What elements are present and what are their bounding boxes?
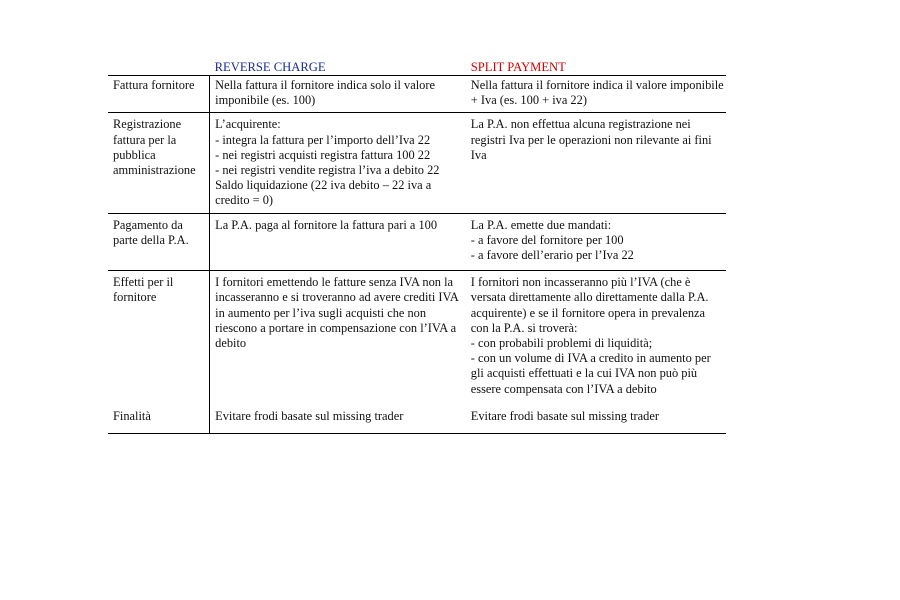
cell-reverse-charge-fattura <box>210 76 466 113</box>
header-reverse-charge: REVERSE CHARGE <box>214 60 326 74</box>
cell-split-payment-effetti <box>466 271 726 409</box>
cell-line: Nella fattura il fornitore indica solo il valore imponibile (es. 100) <box>215 78 435 108</box>
comparison-table <box>108 60 726 434</box>
cell-reverse-charge-pagamento <box>210 213 466 271</box>
cell-line: I fornitori emettendo le fatture senza IVA non la incasseranno e si troveranno ad avere crediti IVA in aumento per l’iva sugli acquisti che non riescono a portare in compensazione con l’IVA a debito <box>215 275 459 351</box>
table-row <box>108 76 726 113</box>
cell-line: La P.A. paga al fornitore la fattura pari a 100 <box>215 217 438 232</box>
cell-split-payment-finalita <box>466 409 726 434</box>
table-row <box>108 271 726 409</box>
cell-line: - integra la fattura per l’importo dell’Iva 22 <box>215 132 431 147</box>
table-row <box>108 409 726 434</box>
cell-split-payment-fattura <box>466 76 726 113</box>
header-empty-cell <box>108 60 210 76</box>
cell-line: I fornitori non incasseranno più l’IVA (che è versata direttamente allo direttamente dalla P.A. acquirente) e se il fornitore opera in prevalenza con la P.A. si troverà: <box>470 275 709 335</box>
table-row <box>108 113 726 213</box>
cell-line: - con probabili problemi di liquidità; <box>470 336 653 351</box>
cell-line: La P.A. non effettua alcuna registrazione nei registri Iva per le operazioni non rilevante ai fini Iva <box>470 117 712 162</box>
cell-split-payment-registrazione <box>466 113 726 213</box>
cell-line: - con un volume di IVA a credito in aumento per gli acquisti effettuati e la cui IVA non può più essere compensata con l’IVA a debito <box>470 351 711 396</box>
cell-line: - a favore dell’erario per l’Iva 22 <box>470 248 634 263</box>
cell-line: Evitare frodi basate sul missing trader <box>215 408 404 423</box>
row-label-registrazione: Registrazione fattura per la pubblica amministrazione <box>108 113 210 213</box>
cell-reverse-charge-effetti <box>210 271 466 409</box>
cell-line: Evitare frodi basate sul missing trader <box>470 408 659 423</box>
cell-line: - nei registri acquisti registra fattura 100 22 <box>215 147 431 162</box>
table-row <box>108 213 726 271</box>
table-header-row <box>108 60 726 76</box>
cell-line: - a favore del fornitore per 100 <box>470 232 624 247</box>
row-label-finalita: Finalità <box>108 409 210 434</box>
header-split-payment: SPLIT PAYMENT <box>470 60 566 74</box>
row-label-fattura-fornitore: Fattura fornitore <box>108 76 210 113</box>
cell-line: Saldo liquidazione (22 iva debito – 22 iva a credito = 0) <box>215 178 432 208</box>
cell-reverse-charge-finalita <box>210 409 466 434</box>
row-label-pagamento: Pagamento da parte della P.A. <box>108 213 210 271</box>
cell-line: Nella fattura il fornitore indica il valore imponibile + Iva (es. 100 + iva 22) <box>470 78 724 108</box>
row-label-effetti: Effetti per il fornitore <box>113 275 174 305</box>
cell-reverse-charge-registrazione <box>210 113 466 213</box>
cell-split-payment-pagamento <box>466 213 726 271</box>
cell-line: La P.A. emette due mandati: <box>470 217 612 232</box>
cell-line: - nei registri vendite registra l’iva a debito 22 <box>215 163 440 178</box>
cell-line: L’acquirente: <box>215 117 281 132</box>
